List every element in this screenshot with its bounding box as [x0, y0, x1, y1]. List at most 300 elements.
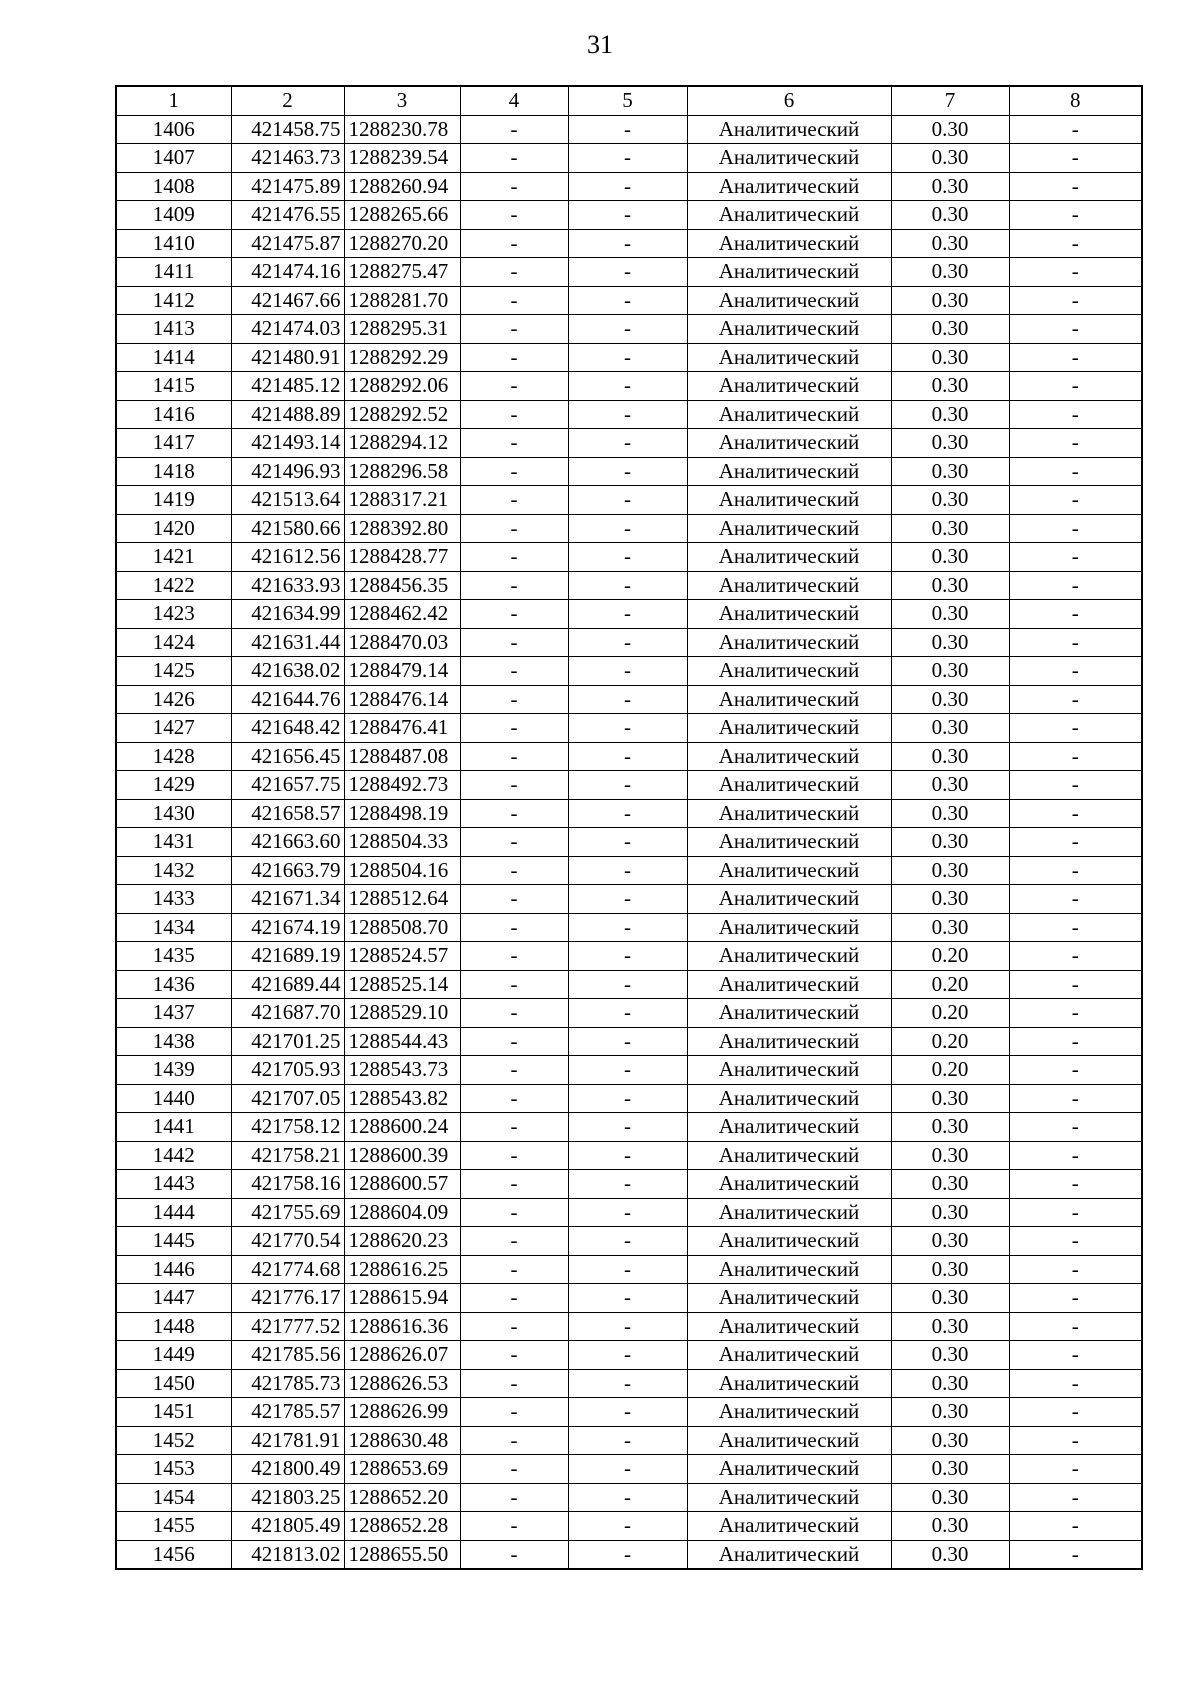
accuracy-cell: 0.30 — [891, 144, 1009, 173]
column-8-cell: - — [1009, 600, 1142, 629]
table-row — [116, 628, 1142, 657]
column-4-cell: - — [460, 828, 568, 857]
x-coordinate-cell: 421612.56 — [231, 543, 344, 572]
table-row — [116, 1027, 1142, 1056]
column-4-cell: - — [460, 970, 568, 999]
y-coordinate-cell: 1288428.77 — [344, 543, 460, 572]
column-header: 6 — [687, 86, 891, 115]
column-5-cell: - — [568, 1255, 687, 1284]
column-5-cell: - — [568, 286, 687, 315]
column-4-cell: - — [460, 429, 568, 458]
y-coordinate-cell: 1288296.58 — [344, 457, 460, 486]
table-row — [116, 1512, 1142, 1541]
table-row — [116, 229, 1142, 258]
column-8-cell: - — [1009, 828, 1142, 857]
method-cell: Аналитический — [687, 714, 891, 743]
column-4-cell: - — [460, 1455, 568, 1484]
method-cell: Аналитический — [687, 999, 891, 1028]
accuracy-cell: 0.30 — [891, 258, 1009, 287]
y-coordinate-cell: 1288600.39 — [344, 1141, 460, 1170]
y-coordinate-cell: 1288456.35 — [344, 571, 460, 600]
column-8-cell: - — [1009, 1341, 1142, 1370]
x-coordinate-cell: 421805.49 — [231, 1512, 344, 1541]
x-coordinate-cell: 421634.99 — [231, 600, 344, 629]
column-8-cell: - — [1009, 514, 1142, 543]
table-row — [116, 799, 1142, 828]
x-coordinate-cell: 421689.19 — [231, 942, 344, 971]
column-8-cell: - — [1009, 457, 1142, 486]
y-coordinate-cell: 1288616.36 — [344, 1312, 460, 1341]
column-4-cell: - — [460, 771, 568, 800]
table-row — [116, 1341, 1142, 1370]
y-coordinate-cell: 1288476.41 — [344, 714, 460, 743]
method-cell: Аналитический — [687, 372, 891, 401]
table-row — [116, 543, 1142, 572]
method-cell: Аналитический — [687, 1426, 891, 1455]
x-coordinate-cell: 421475.87 — [231, 229, 344, 258]
table-row — [116, 685, 1142, 714]
column-5-cell: - — [568, 714, 687, 743]
point-number-cell: 1419 — [116, 486, 231, 515]
y-coordinate-cell: 1288655.50 — [344, 1540, 460, 1569]
coordinates-table — [115, 85, 1143, 1570]
y-coordinate-cell: 1288479.14 — [344, 657, 460, 686]
column-4-cell: - — [460, 172, 568, 201]
accuracy-cell: 0.20 — [891, 1027, 1009, 1056]
column-5-cell: - — [568, 201, 687, 230]
column-header: 2 — [231, 86, 344, 115]
column-4-cell: - — [460, 1056, 568, 1085]
point-number-cell: 1406 — [116, 115, 231, 144]
column-4-cell: - — [460, 913, 568, 942]
point-number-cell: 1417 — [116, 429, 231, 458]
column-5-cell: - — [568, 856, 687, 885]
y-coordinate-cell: 1288239.54 — [344, 144, 460, 173]
method-cell: Аналитический — [687, 1341, 891, 1370]
column-5-cell: - — [568, 828, 687, 857]
point-number-cell: 1409 — [116, 201, 231, 230]
table-row — [116, 343, 1142, 372]
column-8-cell: - — [1009, 628, 1142, 657]
column-5-cell: - — [568, 1027, 687, 1056]
column-4-cell: - — [460, 1483, 568, 1512]
column-4-cell: - — [460, 999, 568, 1028]
method-cell: Аналитический — [687, 1056, 891, 1085]
y-coordinate-cell: 1288653.69 — [344, 1455, 460, 1484]
column-8-cell: - — [1009, 543, 1142, 572]
column-5-cell: - — [568, 1512, 687, 1541]
y-coordinate-cell: 1288626.53 — [344, 1369, 460, 1398]
point-number-cell: 1411 — [116, 258, 231, 287]
accuracy-cell: 0.30 — [891, 1198, 1009, 1227]
column-8-cell: - — [1009, 1455, 1142, 1484]
table-row — [116, 1056, 1142, 1085]
x-coordinate-cell: 421785.73 — [231, 1369, 344, 1398]
column-4-cell: - — [460, 372, 568, 401]
y-coordinate-cell: 1288615.94 — [344, 1284, 460, 1313]
column-8-cell: - — [1009, 657, 1142, 686]
table-row — [116, 856, 1142, 885]
y-coordinate-cell: 1288470.03 — [344, 628, 460, 657]
column-8-cell: - — [1009, 1512, 1142, 1541]
column-5-cell: - — [568, 1483, 687, 1512]
y-coordinate-cell: 1288524.57 — [344, 942, 460, 971]
column-8-cell: - — [1009, 1198, 1142, 1227]
column-4-cell: - — [460, 457, 568, 486]
accuracy-cell: 0.30 — [891, 400, 1009, 429]
y-coordinate-cell: 1288487.08 — [344, 742, 460, 771]
method-cell: Аналитический — [687, 828, 891, 857]
x-coordinate-cell: 421657.75 — [231, 771, 344, 800]
point-number-cell: 1420 — [116, 514, 231, 543]
column-8-cell: - — [1009, 1227, 1142, 1256]
y-coordinate-cell: 1288652.28 — [344, 1512, 460, 1541]
table-row — [116, 1398, 1142, 1427]
y-coordinate-cell: 1288620.23 — [344, 1227, 460, 1256]
y-coordinate-cell: 1288275.47 — [344, 258, 460, 287]
method-cell: Аналитический — [687, 201, 891, 230]
column-8-cell: - — [1009, 1170, 1142, 1199]
x-coordinate-cell: 421633.93 — [231, 571, 344, 600]
method-cell: Аналитический — [687, 286, 891, 315]
column-5-cell: - — [568, 1455, 687, 1484]
table-row — [116, 657, 1142, 686]
y-coordinate-cell: 1288317.21 — [344, 486, 460, 515]
x-coordinate-cell: 421488.89 — [231, 400, 344, 429]
x-coordinate-cell: 421631.44 — [231, 628, 344, 657]
point-number-cell: 1429 — [116, 771, 231, 800]
x-coordinate-cell: 421776.17 — [231, 1284, 344, 1313]
method-cell: Аналитический — [687, 1170, 891, 1199]
method-cell: Аналитический — [687, 486, 891, 515]
table-row — [116, 1113, 1142, 1142]
y-coordinate-cell: 1288260.94 — [344, 172, 460, 201]
table-row — [116, 514, 1142, 543]
x-coordinate-cell: 421658.57 — [231, 799, 344, 828]
y-coordinate-cell: 1288462.42 — [344, 600, 460, 629]
accuracy-cell: 0.30 — [891, 286, 1009, 315]
accuracy-cell: 0.30 — [891, 372, 1009, 401]
column-5-cell: - — [568, 1312, 687, 1341]
method-cell: Аналитический — [687, 1027, 891, 1056]
method-cell: Аналитический — [687, 1455, 891, 1484]
x-coordinate-cell: 421496.93 — [231, 457, 344, 486]
table-row — [116, 1426, 1142, 1455]
column-8-cell: - — [1009, 999, 1142, 1028]
table-header-row — [116, 86, 1142, 115]
point-number-cell: 1423 — [116, 600, 231, 629]
point-number-cell: 1416 — [116, 400, 231, 429]
column-5-cell: - — [568, 885, 687, 914]
column-5-cell: - — [568, 372, 687, 401]
y-coordinate-cell: 1288626.07 — [344, 1341, 460, 1370]
accuracy-cell: 0.30 — [891, 1483, 1009, 1512]
x-coordinate-cell: 421705.93 — [231, 1056, 344, 1085]
column-8-cell: - — [1009, 942, 1142, 971]
column-4-cell: - — [460, 315, 568, 344]
column-8-cell: - — [1009, 372, 1142, 401]
point-number-cell: 1421 — [116, 543, 231, 572]
accuracy-cell: 0.30 — [891, 628, 1009, 657]
accuracy-cell: 0.30 — [891, 742, 1009, 771]
method-cell: Аналитический — [687, 429, 891, 458]
column-5-cell: - — [568, 315, 687, 344]
point-number-cell: 1449 — [116, 1341, 231, 1370]
method-cell: Аналитический — [687, 1398, 891, 1427]
table-row — [116, 400, 1142, 429]
column-header: 5 — [568, 86, 687, 115]
table-row — [116, 828, 1142, 857]
column-5-cell: - — [568, 1113, 687, 1142]
accuracy-cell: 0.30 — [891, 1512, 1009, 1541]
point-number-cell: 1436 — [116, 970, 231, 999]
column-8-cell: - — [1009, 799, 1142, 828]
y-coordinate-cell: 1288525.14 — [344, 970, 460, 999]
column-5-cell: - — [568, 1141, 687, 1170]
y-coordinate-cell: 1288600.24 — [344, 1113, 460, 1142]
accuracy-cell: 0.30 — [891, 571, 1009, 600]
method-cell: Аналитический — [687, 115, 891, 144]
x-coordinate-cell: 421475.89 — [231, 172, 344, 201]
point-number-cell: 1427 — [116, 714, 231, 743]
column-5-cell: - — [568, 657, 687, 686]
column-5-cell: - — [568, 486, 687, 515]
column-8-cell: - — [1009, 970, 1142, 999]
accuracy-cell: 0.30 — [891, 1113, 1009, 1142]
table-row — [116, 742, 1142, 771]
method-cell: Аналитический — [687, 1369, 891, 1398]
column-4-cell: - — [460, 286, 568, 315]
accuracy-cell: 0.30 — [891, 172, 1009, 201]
table-row — [116, 115, 1142, 144]
column-8-cell: - — [1009, 144, 1142, 173]
accuracy-cell: 0.30 — [891, 1426, 1009, 1455]
method-cell: Аналитический — [687, 657, 891, 686]
method-cell: Аналитический — [687, 315, 891, 344]
column-header: 7 — [891, 86, 1009, 115]
column-5-cell: - — [568, 1284, 687, 1313]
method-cell: Аналитический — [687, 1084, 891, 1113]
point-number-cell: 1452 — [116, 1426, 231, 1455]
point-number-cell: 1439 — [116, 1056, 231, 1085]
accuracy-cell: 0.30 — [891, 1341, 1009, 1370]
y-coordinate-cell: 1288604.09 — [344, 1198, 460, 1227]
method-cell: Аналитический — [687, 571, 891, 600]
table-row — [116, 600, 1142, 629]
accuracy-cell: 0.30 — [891, 1398, 1009, 1427]
point-number-cell: 1425 — [116, 657, 231, 686]
x-coordinate-cell: 421513.64 — [231, 486, 344, 515]
method-cell: Аналитический — [687, 799, 891, 828]
column-4-cell: - — [460, 1170, 568, 1199]
column-5-cell: - — [568, 1540, 687, 1569]
point-number-cell: 1418 — [116, 457, 231, 486]
table-row — [116, 486, 1142, 515]
x-coordinate-cell: 421580.66 — [231, 514, 344, 543]
column-4-cell: - — [460, 685, 568, 714]
y-coordinate-cell: 1288281.70 — [344, 286, 460, 315]
column-4-cell: - — [460, 799, 568, 828]
point-number-cell: 1440 — [116, 1084, 231, 1113]
x-coordinate-cell: 421476.55 — [231, 201, 344, 230]
method-cell: Аналитический — [687, 600, 891, 629]
column-5-cell: - — [568, 1398, 687, 1427]
column-4-cell: - — [460, 201, 568, 230]
column-header: 3 — [344, 86, 460, 115]
method-cell: Аналитический — [687, 685, 891, 714]
column-4-cell: - — [460, 628, 568, 657]
table-row — [116, 714, 1142, 743]
point-number-cell: 1448 — [116, 1312, 231, 1341]
column-5-cell: - — [568, 1227, 687, 1256]
accuracy-cell: 0.30 — [891, 429, 1009, 458]
column-8-cell: - — [1009, 400, 1142, 429]
y-coordinate-cell: 1288295.31 — [344, 315, 460, 344]
table-row — [116, 201, 1142, 230]
column-4-cell: - — [460, 1540, 568, 1569]
method-cell: Аналитический — [687, 1255, 891, 1284]
accuracy-cell: 0.30 — [891, 885, 1009, 914]
method-cell: Аналитический — [687, 258, 891, 287]
accuracy-cell: 0.30 — [891, 486, 1009, 515]
column-4-cell: - — [460, 1426, 568, 1455]
table-row — [116, 372, 1142, 401]
x-coordinate-cell: 421755.69 — [231, 1198, 344, 1227]
point-number-cell: 1454 — [116, 1483, 231, 1512]
y-coordinate-cell: 1288294.12 — [344, 429, 460, 458]
x-coordinate-cell: 421493.14 — [231, 429, 344, 458]
method-cell: Аналитический — [687, 970, 891, 999]
point-number-cell: 1413 — [116, 315, 231, 344]
accuracy-cell: 0.30 — [891, 1455, 1009, 1484]
column-5-cell: - — [568, 742, 687, 771]
column-header: 1 — [116, 86, 231, 115]
point-number-cell: 1447 — [116, 1284, 231, 1313]
column-5-cell: - — [568, 970, 687, 999]
x-coordinate-cell: 421480.91 — [231, 343, 344, 372]
accuracy-cell: 0.30 — [891, 685, 1009, 714]
column-5-cell: - — [568, 172, 687, 201]
y-coordinate-cell: 1288504.33 — [344, 828, 460, 857]
column-4-cell: - — [460, 1312, 568, 1341]
accuracy-cell: 0.20 — [891, 970, 1009, 999]
point-number-cell: 1407 — [116, 144, 231, 173]
method-cell: Аналитический — [687, 1512, 891, 1541]
accuracy-cell: 0.30 — [891, 771, 1009, 800]
column-4-cell: - — [460, 1284, 568, 1313]
column-5-cell: - — [568, 258, 687, 287]
column-4-cell: - — [460, 942, 568, 971]
column-5-cell: - — [568, 628, 687, 657]
y-coordinate-cell: 1288265.66 — [344, 201, 460, 230]
x-coordinate-cell: 421638.02 — [231, 657, 344, 686]
method-cell: Аналитический — [687, 942, 891, 971]
column-5-cell: - — [568, 1084, 687, 1113]
table-row — [116, 1284, 1142, 1313]
column-4-cell: - — [460, 856, 568, 885]
column-8-cell: - — [1009, 571, 1142, 600]
x-coordinate-cell: 421781.91 — [231, 1426, 344, 1455]
point-number-cell: 1455 — [116, 1512, 231, 1541]
accuracy-cell: 0.30 — [891, 1284, 1009, 1313]
y-coordinate-cell: 1288543.82 — [344, 1084, 460, 1113]
column-4-cell: - — [460, 1027, 568, 1056]
x-coordinate-cell: 421663.79 — [231, 856, 344, 885]
column-header: 4 — [460, 86, 568, 115]
column-4-cell: - — [460, 1398, 568, 1427]
column-5-cell: - — [568, 229, 687, 258]
table-row — [116, 1170, 1142, 1199]
x-coordinate-cell: 421777.52 — [231, 1312, 344, 1341]
column-8-cell: - — [1009, 286, 1142, 315]
method-cell: Аналитический — [687, 1141, 891, 1170]
y-coordinate-cell: 1288616.25 — [344, 1255, 460, 1284]
y-coordinate-cell: 1288508.70 — [344, 913, 460, 942]
accuracy-cell: 0.30 — [891, 115, 1009, 144]
column-4-cell: - — [460, 1512, 568, 1541]
method-cell: Аналитический — [687, 144, 891, 173]
accuracy-cell: 0.30 — [891, 799, 1009, 828]
method-cell: Аналитический — [687, 885, 891, 914]
method-cell: Аналитический — [687, 1312, 891, 1341]
y-coordinate-cell: 1288392.80 — [344, 514, 460, 543]
x-coordinate-cell: 421758.16 — [231, 1170, 344, 1199]
column-5-cell: - — [568, 942, 687, 971]
column-5-cell: - — [568, 571, 687, 600]
column-8-cell: - — [1009, 1540, 1142, 1569]
x-coordinate-cell: 421800.49 — [231, 1455, 344, 1484]
x-coordinate-cell: 421785.56 — [231, 1341, 344, 1370]
column-5-cell: - — [568, 913, 687, 942]
y-coordinate-cell: 1288544.43 — [344, 1027, 460, 1056]
column-8-cell: - — [1009, 1056, 1142, 1085]
accuracy-cell: 0.30 — [891, 229, 1009, 258]
x-coordinate-cell: 421770.54 — [231, 1227, 344, 1256]
accuracy-cell: 0.30 — [891, 1084, 1009, 1113]
point-number-cell: 1428 — [116, 742, 231, 771]
column-8-cell: - — [1009, 1027, 1142, 1056]
column-8-cell: - — [1009, 315, 1142, 344]
method-cell: Аналитический — [687, 628, 891, 657]
table-row — [116, 172, 1142, 201]
y-coordinate-cell: 1288630.48 — [344, 1426, 460, 1455]
column-4-cell: - — [460, 1113, 568, 1142]
table-body — [116, 115, 1142, 1569]
column-8-cell: - — [1009, 1284, 1142, 1313]
table-row — [116, 1483, 1142, 1512]
column-5-cell: - — [568, 343, 687, 372]
x-coordinate-cell: 421467.66 — [231, 286, 344, 315]
table-row — [116, 1255, 1142, 1284]
accuracy-cell: 0.30 — [891, 828, 1009, 857]
y-coordinate-cell: 1288292.06 — [344, 372, 460, 401]
column-8-cell: - — [1009, 1483, 1142, 1512]
column-5-cell: - — [568, 771, 687, 800]
y-coordinate-cell: 1288292.29 — [344, 343, 460, 372]
accuracy-cell: 0.30 — [891, 600, 1009, 629]
y-coordinate-cell: 1288529.10 — [344, 999, 460, 1028]
method-cell: Аналитический — [687, 543, 891, 572]
x-coordinate-cell: 421701.25 — [231, 1027, 344, 1056]
y-coordinate-cell: 1288492.73 — [344, 771, 460, 800]
table-row — [116, 457, 1142, 486]
column-5-cell: - — [568, 600, 687, 629]
accuracy-cell: 0.30 — [891, 1170, 1009, 1199]
y-coordinate-cell: 1288626.99 — [344, 1398, 460, 1427]
x-coordinate-cell: 421463.73 — [231, 144, 344, 173]
accuracy-cell: 0.30 — [891, 913, 1009, 942]
method-cell: Аналитический — [687, 229, 891, 258]
